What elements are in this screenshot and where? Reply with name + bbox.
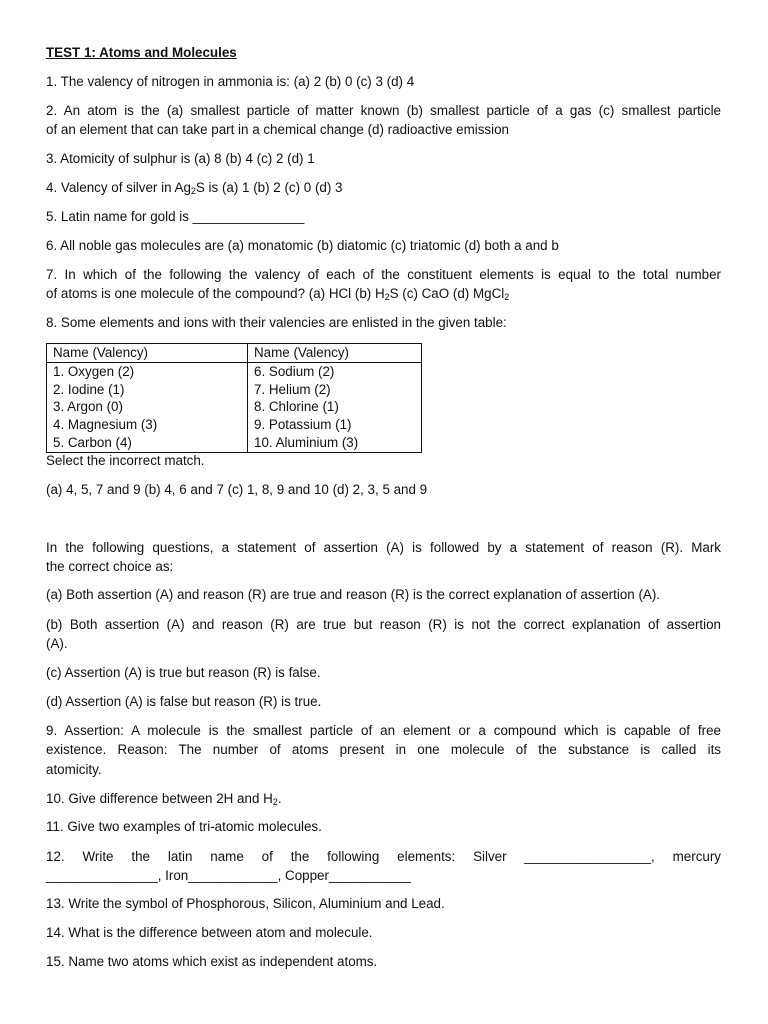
table-cell-item: 2. Iodine (1) [53, 381, 125, 397]
question-7-text-pre: of atoms is one molecule of the compound? (a) HCl (b) H [46, 286, 385, 301]
table-header-row [47, 344, 422, 363]
assertion-choice-b-line-2: (A). [46, 636, 68, 651]
question-7-text-mid: S (c) CaO (d) MgCl [389, 286, 505, 301]
question-4 [46, 178, 721, 197]
question-10-text-pre: 10. Give difference between 2H and H [46, 791, 273, 806]
question-2-line-1: 2. An atom is the (a) smallest particle of matter known (b) smallest particle of a gas (c) smallest particle [46, 103, 721, 118]
question-10-subscript: 2 [272, 797, 278, 807]
table-cell-item: 9. Potassium (1) [254, 417, 352, 433]
table-cell-item: 3. Argon (0) [53, 399, 123, 415]
question-6: 6. All noble gas molecules are (a) monatomic (b) diatomic (c) triatomic (d) both a and b [46, 238, 559, 253]
question-8-options: (a) 4, 5, 7 and 9 (b) 4, 6 and 7 (c) 1, 8, 9 and 10 (d) 2, 3, 5 and 9 [46, 482, 428, 497]
valency-table [46, 343, 422, 453]
assertion-choice-c: (c) Assertion (A) is true but reason (R) is false. [46, 665, 321, 680]
table-cell-item: 10. Aluminium (3) [254, 434, 359, 450]
question-13: 13. Write the symbol of Phosphorous, Silicon, Aluminium and Lead. [46, 896, 445, 911]
question-2-line-2: of an element that can take part in a chemical change (d) radioactive emission [46, 122, 509, 137]
assertion-choice-b-line-1: (b) Both assertion (A) and reason (R) are true but reason (R) is not the correct explanation of assertion [46, 617, 721, 632]
table-cell-left [47, 362, 248, 452]
table-cell-item: 8. Chlorine (1) [254, 399, 339, 415]
question-8: 8. Some elements and ions with their valencies are enlisted in the given table: [46, 315, 507, 330]
table-cell-item: 1. Oxygen (2) [53, 363, 135, 379]
assertion-intro-line-1: In the following questions, a statement of assertion (A) is followed by a statement of reason (R). Mark [46, 540, 721, 555]
table-cell-right [248, 362, 422, 452]
table-header-cell: Name (Valency) [47, 344, 248, 363]
question-11: 11. Give two examples of tri-atomic molecules. [46, 819, 322, 834]
question-7-line-2 [46, 284, 721, 303]
question-9-line-3: atomicity. [46, 762, 102, 777]
assertion-intro-line-2: the correct choice as: [46, 559, 174, 574]
question-12-line-2: _______________, Iron____________, Copper___________ [46, 868, 411, 883]
question-12-line-1: 12. Write the latin name of the following elements: Silver _________________, mercury [46, 849, 721, 864]
question-4-text-pre: 4. Valency of silver in Ag [46, 180, 191, 195]
table-cell-item: 7. Helium (2) [254, 381, 331, 397]
assertion-choice-a: (a) Both assertion (A) and reason (R) are true and reason (R) is the correct explanation of assertion (A). [46, 587, 661, 602]
question-9-line-1: 9. Assertion: A molecule is the smallest particle of an element or a compound which is capable of free [46, 723, 721, 738]
question-3: 3. Atomicity of sulphur is (a) 8 (b) 4 (c) 2 (d) 1 [46, 151, 315, 166]
question-14: 14. What is the difference between atom and molecule. [46, 925, 373, 940]
question-15: 15. Name two atoms which exist as independent atoms. [46, 954, 378, 969]
table-cell-item: 5. Carbon (4) [53, 434, 132, 450]
table-header-cell: Name (Valency) [248, 344, 422, 363]
question-4-subscript: 2 [190, 186, 196, 196]
question-9-line-2: existence. Reason: The number of atoms present in one molecule of the substance is called its [46, 742, 721, 757]
question-10-text-post: . [277, 791, 282, 806]
assertion-choice-d: (d) Assertion (A) is false but reason (R) is true. [46, 694, 322, 709]
question-4-text-post: S is (a) 1 (b) 2 (c) 0 (d) 3 [195, 180, 343, 195]
question-5: 5. Latin name for gold is _______________ [46, 209, 305, 224]
question-10 [46, 789, 721, 808]
question-8-select: Select the incorrect match. [46, 453, 205, 468]
question-1: 1. The valency of nitrogen in ammonia is: (a) 2 (b) 0 (c) 3 (d) 4 [46, 74, 415, 89]
table-row [47, 362, 422, 452]
question-7-subscript-2: 2 [504, 292, 510, 302]
test-title: TEST 1: Atoms and Molecules [46, 45, 237, 60]
table-cell-item: 4. Magnesium (3) [53, 417, 158, 433]
question-7-subscript-1: 2 [384, 292, 390, 302]
table-cell-item: 6. Sodium (2) [254, 363, 335, 379]
question-7-line-1: 7. In which of the following the valency of each of the constituent elements is equal to the total number [46, 267, 721, 282]
